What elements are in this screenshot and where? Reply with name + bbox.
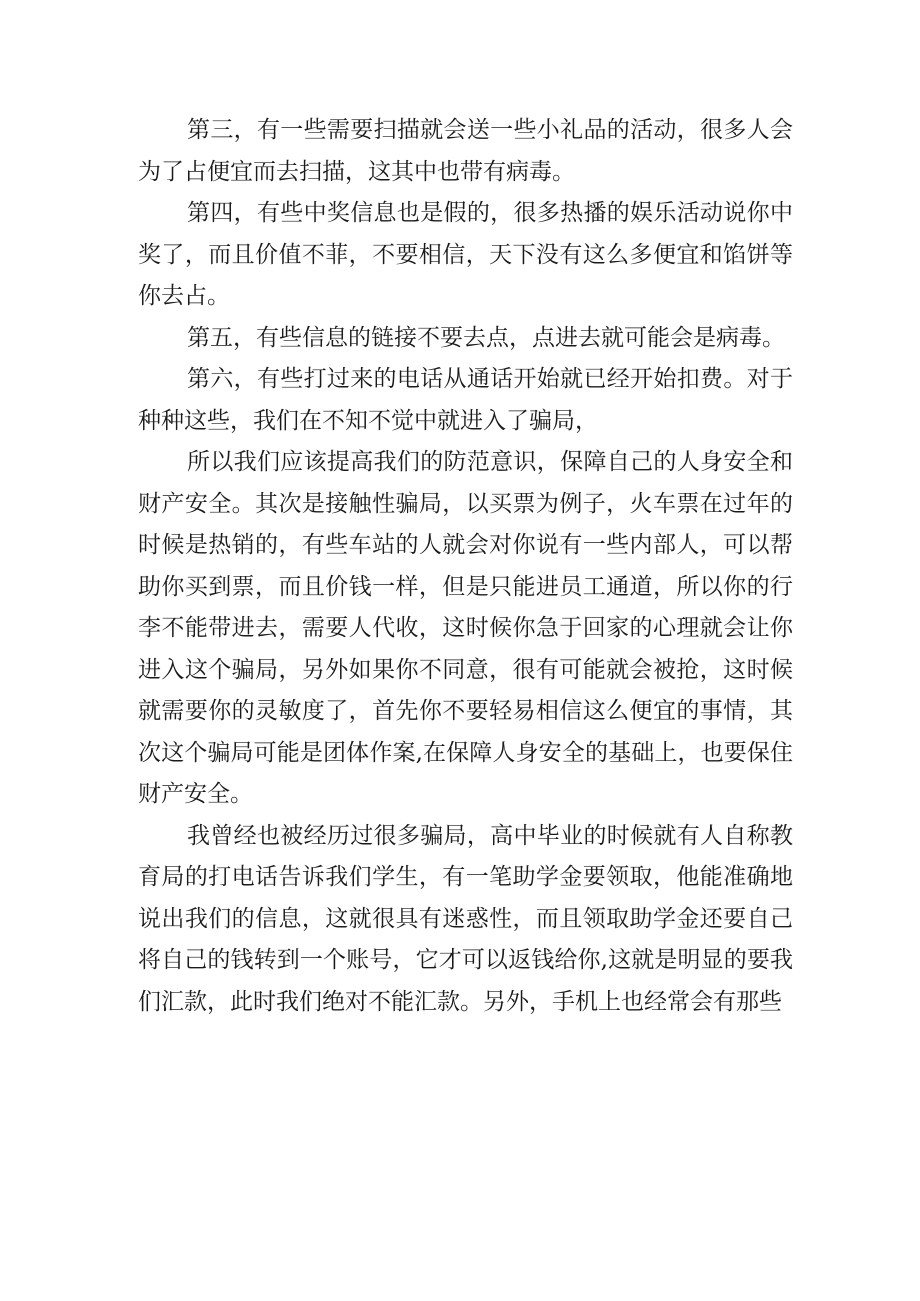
- paragraph-sixth-point: 第六，有些打过来的电话从通话开始就已经开始扣费。对于种种这些，我们在不知不觉中就进入了骗局，: [138, 366, 793, 434]
- paragraph-personal-experience: 我曾经也被经历过很多骗局，高中毕业的时候就有人自称教育局的打电话告诉我们学生，有一笔助学金要领取，他能准确地说出我们的信息，这就很具有迷惑性，而且领取助学金还要自己将自己的钱转到一个账号，它才可以返钱给你,这就是明显的要我们汇款，此时我们绝对不能汇款。另外，手机上也经常会有那些: [138, 822, 793, 1015]
- paragraph-awareness: 所以我们应该提高我们的防范意识，保障自己的人身安全和财产安全。其次是接触性骗局，以买票为例子，火车票在过年的时候是热销的，有些车站的人就会对你说有一些内部人，可以帮助你买到票，而且价钱一样，但是只能进员工通道，所以你的行李不能带进去，需要人代收，这时候你急于回家的心理就会让你进入这个骗局，另外如果你不同意，很有可能就会被抢，这时候就需要你的灵敏度了，首先你不要轻易相信这么便宜的事情，其次这个骗局可能是团体作案,在保障人身安全的基础上，也要保住财产安全。: [138, 449, 793, 807]
- paragraph-third-point: 第三，有一些需要扫描就会送一些小礼品的活动，很多人会为了占便宜而去扫描，这其中也带有病毒。: [138, 117, 793, 185]
- paragraph-fifth-point: 第五，有些信息的链接不要去点，点进去就可能会是病毒。: [187, 324, 785, 351]
- document-body: [138, 110, 793, 1023]
- paragraph-fourth-point: 第四，有些中奖信息也是假的，很多热播的娱乐活动说你中奖了，而且价值不菲，不要相信，天下没有这么多便宜和馅饼等你去占。: [138, 200, 793, 309]
